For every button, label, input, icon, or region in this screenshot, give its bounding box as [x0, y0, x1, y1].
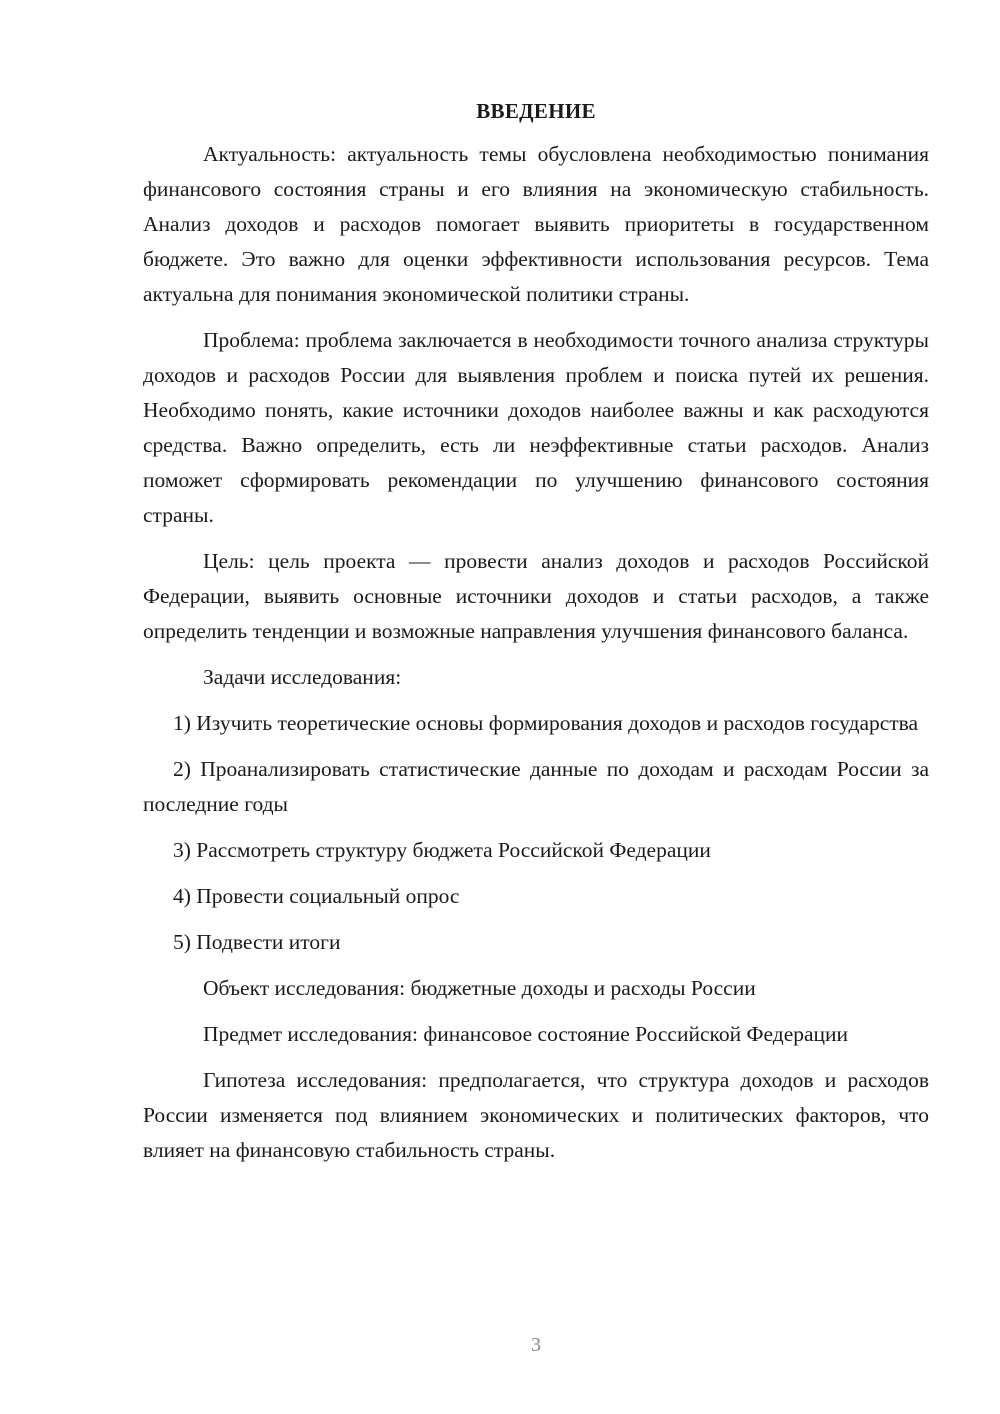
list-item: 2) Проанализировать статистические данные по доходам и расходам России за последние годы: [143, 757, 929, 816]
list-item: 3) Рассмотреть структуру бюджета Российской Федерации: [173, 838, 711, 862]
page-title: ВВЕДЕНИЕ: [476, 99, 596, 123]
object-paragraph: Объект исследования: бюджетные доходы и расходы России: [203, 976, 756, 1000]
relevance-paragraph: Актуальность: актуальность темы обусловлена необходимостью понимания финансового состояния страны и его влияния на экономическую стабильность. Анализ доходов и расходов помогает выявить приоритеты в государственном бюджете. Это важно для оценки эффективности использования ресурсов. Тема актуальна для понимания экономической политики страны.: [143, 142, 929, 306]
tasks-heading: Задачи исследования:: [203, 665, 402, 689]
problem-paragraph: Проблема: проблема заключается в необходимости точного анализа структуры доходов и расходов России для выявления проблем и поиска путей их решения. Необходимо понять, какие источники доходов наиболее важны и как расходуются средства. Важно определить, есть ли неэффективные статьи расходов. Анализ поможет сформировать рекомендации по улучшению финансового состояния страны.: [143, 328, 929, 527]
hypothesis-paragraph: Гипотеза исследования: предполагается, что структура доходов и расходов России изменяется под влиянием экономических и политических факторов, что влияет на финансовую стабильность страны.: [143, 1068, 929, 1162]
subject-paragraph: Предмет исследования: финансовое состояние Российской Федерации: [203, 1022, 849, 1046]
goal-paragraph: Цель: цель проекта — провести анализ доходов и расходов Российской Федерации, выявить основные источники доходов и статьи расходов, а также определить тенденции и возможные направления улучшения финансового баланса.: [143, 549, 929, 643]
list-item: 1) Изучить теоретические основы формирования доходов и расходов государства: [173, 711, 919, 735]
page-number: 3: [531, 1334, 541, 1356]
document-page: [143, 96, 929, 1179]
list-item: 4) Провести социальный опрос: [173, 884, 460, 908]
list-item: 5) Подвести итоги: [173, 930, 341, 954]
